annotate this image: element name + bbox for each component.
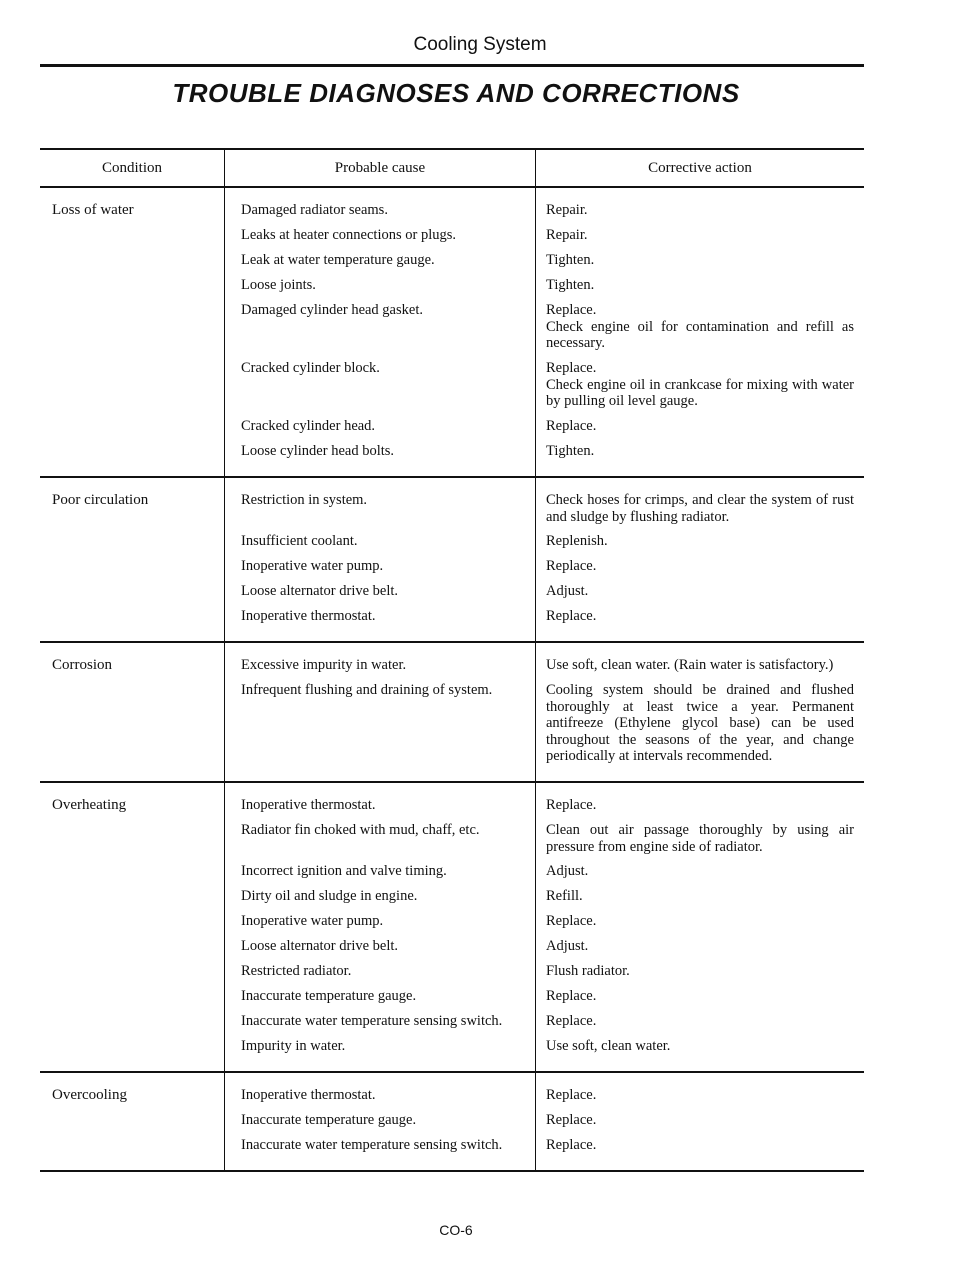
corrective-action: Flush radiator. [546,963,630,979]
corrective-action: Replace. [546,558,597,574]
corrective-action: Replace. [546,988,597,1004]
column-header-condition: Condition [101,159,162,176]
corrective-action-cell [535,188,864,476]
probable-cause-cell [224,188,535,476]
probable-cause: Loose alternator drive belt. [241,583,399,599]
probable-cause: Cracked cylinder head. [241,418,376,434]
table-body [40,188,864,1172]
probable-cause: Infrequent flushing and draining of system. [241,682,493,698]
probable-cause: Insufficient coolant. [241,533,358,549]
probable-cause: Inoperative water pump. [241,913,384,929]
condition-group [40,1073,864,1172]
corrective-action-cell [535,783,864,1071]
condition-group [40,478,864,643]
corrective-action: Replace. [546,1112,597,1128]
probable-cause: Restriction in system. [241,492,368,508]
corrective-action: Tighten. [546,443,595,459]
probable-cause: Loose alternator drive belt. [241,938,399,954]
corrective-action: Replace. [546,1013,597,1029]
corrective-action-cell [535,478,864,641]
corrective-action: Use soft, clean water. (Rain water is satisfactory.) [546,657,834,673]
corrective-action: Adjust. [546,863,589,879]
probable-cause: Damaged cylinder head gasket. [241,302,423,318]
corrective-action: Repair. [546,227,588,243]
probable-cause: Loose cylinder head bolts. [241,443,395,459]
condition-group [40,643,864,783]
probable-cause: Leaks at heater connections or plugs. [241,227,457,243]
column-header-probable-cause: Probable cause [224,150,535,186]
title-rule [40,64,864,67]
corrective-action: Tighten. [546,252,595,268]
corrective-action: Use soft, clean water. [546,1038,671,1054]
probable-cause: Excessive impurity in water. [241,657,407,673]
probable-cause: Inaccurate water temperature sensing switch. [241,1013,503,1029]
probable-cause-cell [224,478,535,641]
corrective-action: Replenish. [546,533,608,549]
probable-cause: Dirty oil and sludge in engine. [241,888,418,904]
corrective-action: Adjust. [546,583,589,599]
corrective-action: Replace. [546,1137,597,1153]
corrective-action: Tighten. [546,277,595,293]
probable-cause: Inoperative thermostat. [241,1087,376,1103]
corrective-action: Replace. [546,797,597,813]
probable-cause: Loose joints. [241,277,316,293]
probable-cause-cell [224,643,535,781]
condition-cell: Overheating [52,797,127,813]
probable-cause: Impurity in water. [241,1038,346,1054]
condition-cell: Loss of water [52,202,134,218]
probable-cause: Inaccurate temperature gauge. [241,988,417,1004]
corrective-action: Replace. [546,913,597,929]
probable-cause: Leak at water temperature gauge. [241,252,435,268]
diagnosis-table [40,148,864,1172]
condition-cell: Overcooling [52,1087,127,1103]
probable-cause: Damaged radiator seams. [241,202,388,218]
corrective-action: Replace. [546,1087,597,1103]
column-header-corrective-action: Corrective action [535,150,864,186]
condition-cell: Poor circulation [52,492,149,508]
table-header [40,148,864,188]
corrective-action: Cooling system should be drained and flushed thoroughly at least twice a year. Permanent antifreeze (Ethylene glycol base) can be used throughout the seasons of the year, and change periodically at intervals recommended. [546,682,858,764]
page-number: CO-6 [439,1222,473,1238]
corrective-action: Replace. [546,418,597,434]
corrective-action: Clean out air passage thoroughly by using air pressure from engine side of radiator. [546,822,858,855]
probable-cause-cell [224,1073,535,1170]
probable-cause-cell [224,783,535,1071]
probable-cause: Inoperative water pump. [241,558,384,574]
probable-cause: Incorrect ignition and valve timing. [241,863,447,879]
probable-cause: Cracked cylinder block. [241,360,380,376]
page-title: TROUBLE DIAGNOSES AND CORRECTIONS [172,78,740,108]
corrective-action: Replace. Check engine oil for contamination and refill as necessary. [546,302,854,351]
corrective-action: Replace. [546,608,597,624]
probable-cause: Inoperative thermostat. [241,797,376,813]
probable-cause: Radiator fin choked with mud, chaff, etc. [241,822,480,838]
probable-cause: Inoperative thermostat. [241,608,376,624]
corrective-action: Check hoses for crimps, and clear the system of rust and sludge by flushing radiator. [546,492,858,525]
corrective-action-cell [535,1073,864,1170]
section-title: Cooling System [413,34,547,55]
corrective-action: Refill. [546,888,583,904]
probable-cause: Inaccurate temperature gauge. [241,1112,417,1128]
corrective-action: Replace. Check engine oil in crankcase for mixing with water by pulling oil level gauge. [546,360,854,409]
corrective-action-cell [535,643,864,781]
condition-group [40,188,864,478]
corrective-action: Repair. [546,202,588,218]
probable-cause: Inaccurate water temperature sensing switch. [241,1137,503,1153]
probable-cause: Restricted radiator. [241,963,352,979]
corrective-action: Adjust. [546,938,589,954]
condition-cell: Corrosion [52,657,112,673]
condition-group [40,783,864,1073]
